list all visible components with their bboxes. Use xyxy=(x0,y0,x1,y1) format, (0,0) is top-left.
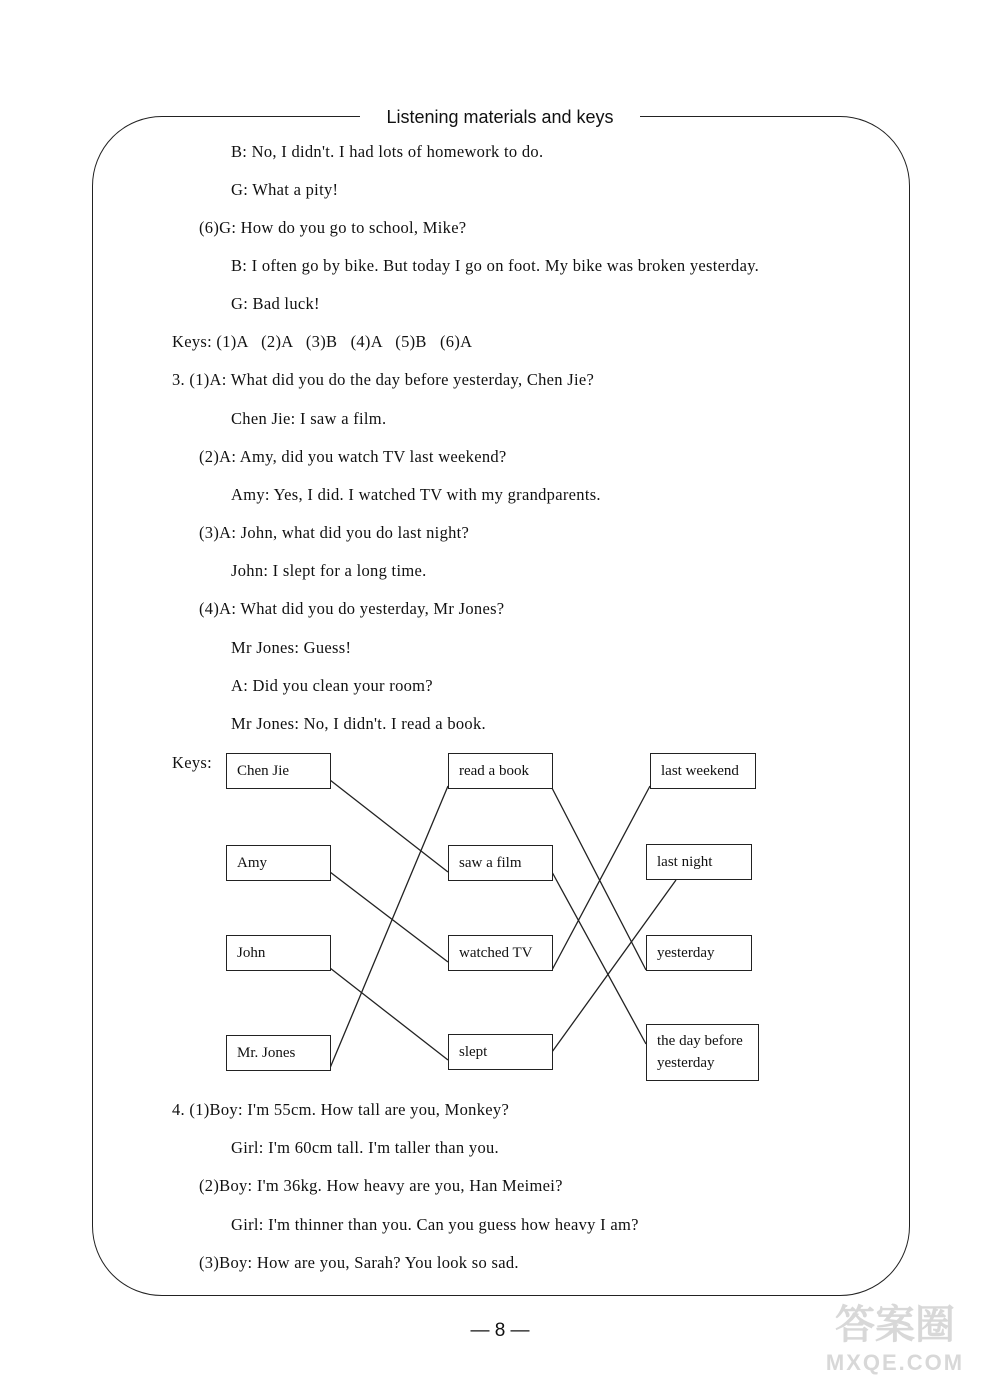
person-box-amy: Amy xyxy=(226,845,331,881)
link-watched-tv-last-weekend xyxy=(552,786,650,970)
person-box-mr-jones: Mr. Jones xyxy=(226,1035,331,1071)
question-line: 3. (1)A: What did you do the day before yesterday, Chen Jie? xyxy=(172,370,595,389)
time-box-line: yesterday xyxy=(657,1055,715,1071)
dialogue-line: John: I slept for a long time. xyxy=(231,561,427,580)
dialogue-line: G: Bad luck! xyxy=(231,294,320,313)
time-box-last-night: last night xyxy=(646,844,752,880)
dialogue-line: B: I often go by bike. But today I go on foot. My bike was broken yesterday. xyxy=(231,256,760,275)
activity-box-slept: slept xyxy=(448,1034,553,1070)
dialogue-line: (6)G: How do you go to school, Mike? xyxy=(199,218,467,237)
keys-line: Keys: (1)A (2)A (3)B (4)A (5)B (6)A xyxy=(172,332,473,351)
person-box-chen-jie: Chen Jie xyxy=(226,753,331,789)
link-amy-watched-tv xyxy=(330,872,448,962)
dialogue-line: Mr Jones: Guess! xyxy=(231,638,352,657)
watermark-line: 答案圈 xyxy=(835,1303,955,1347)
link-saw-a-film-day-before-yesterday xyxy=(552,872,646,1044)
dialogue-line: B: No, I didn't. I had lots of homework to do. xyxy=(231,142,544,161)
dialogue-line: Girl: I'm 60cm tall. I'm taller than you. xyxy=(231,1138,499,1157)
dialogue-line: (4)A: What did you do yesterday, Mr Jones? xyxy=(199,599,505,618)
link-john-slept xyxy=(330,968,448,1060)
dialogue-line: Chen Jie: I saw a film. xyxy=(231,409,387,428)
dialogue-line: (2)Boy: I'm 36kg. How heavy are you, Han Meimei? xyxy=(199,1176,563,1195)
dialogue-line: Girl: I'm thinner than you. Can you guess how heavy I am? xyxy=(231,1215,639,1234)
time-box-day-before-yesterday xyxy=(646,1024,759,1081)
dialogue-line: (3)A: John, what did you do last night? xyxy=(199,523,470,542)
link-chen-jie-saw-a-film xyxy=(330,780,448,872)
dialogue-line: (2)A: Amy, did you watch TV last weekend? xyxy=(199,447,507,466)
link-mr-jones-read-a-book xyxy=(330,786,448,1068)
watermark-line: MXQE.COM xyxy=(825,1350,965,1375)
time-box-line: the day before xyxy=(657,1033,743,1049)
dialogue-line: A: Did you clean your room? xyxy=(231,676,433,695)
dialogue-line: G: What a pity! xyxy=(231,180,339,199)
activity-box-watched-tv: watched TV xyxy=(448,935,553,971)
activity-box-saw-a-film: saw a film xyxy=(448,845,553,881)
watermark-logo xyxy=(800,1300,990,1385)
dialogue-line: (3)Boy: How are you, Sarah? You look so sad. xyxy=(199,1253,519,1272)
activity-box-read-a-book: read a book xyxy=(448,753,553,789)
page-header: Listening materials and keys xyxy=(360,103,640,131)
dialogue-line: Mr Jones: No, I didn't. I read a book. xyxy=(231,714,486,733)
page-number: — 8 — xyxy=(470,1320,530,1341)
time-box-yesterday: yesterday xyxy=(646,935,752,971)
time-box-last-weekend: last weekend xyxy=(650,753,756,789)
question-line: 4. (1)Boy: I'm 55cm. How tall are you, Monkey? xyxy=(172,1100,510,1119)
matching-keys-label: Keys: xyxy=(172,753,212,772)
person-box-john: John xyxy=(226,935,331,971)
dialogue-line: Amy: Yes, I did. I watched TV with my grandparents. xyxy=(231,485,601,504)
